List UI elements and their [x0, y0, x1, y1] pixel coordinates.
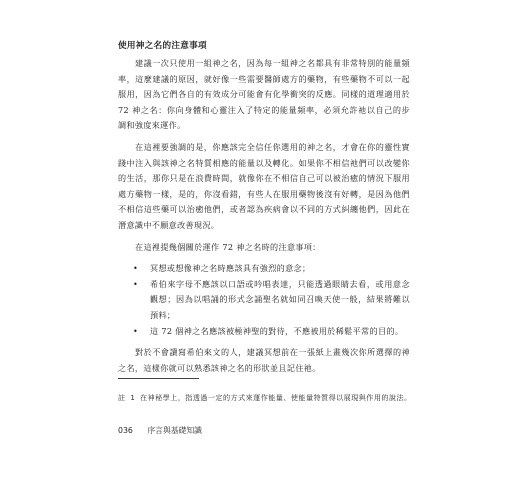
section-title: 使用神之名的注意事項 — [118, 41, 207, 51]
footnote — [118, 391, 418, 406]
body-paragraph-3: 在這裡提幾個關於運作 72 神之名時的注意事項： — [135, 241, 321, 252]
footnote-divider — [118, 378, 199, 379]
bullet-icon: • — [133, 263, 139, 274]
footnote-text: 在神秘學上，指透過一定的方式來運作能量、使能量特質得以展現與作用的說法。 — [140, 393, 412, 402]
list-item-text: 冥想或想像神之名時應該具有強烈的意念； — [150, 263, 311, 274]
bullet-icon: • — [133, 325, 139, 336]
body-paragraph-1: 建議一次只使用一組神之名，因為每一組神之名都具有非常特別的能量頻率，這麼建議的原因，就好像一些需要醫師處方的藥物，有些藥物不可以一起服用，因為它們各自的有效成分可能會有化學衝突的反應。同樣的道理適用於 72 神之名：你向身體和心靈注入了特定的能量頻率，必須允許祂以自己的步調和強度來運作。 — [118, 58, 410, 131]
page-number: 036 — [118, 426, 133, 435]
main-text-block — [118, 40, 410, 382]
list-item — [118, 324, 410, 340]
list-item-text: 這 72 個神之名應該被極神聖的對待，不應被用於稀鬆平常的目的。 — [150, 325, 404, 336]
body-paragraph-2: 在這裡要強調的是，你應該完全信任你選用的神之名，才會在你的靈性實踐中注入與該神之名特質相應的能量以及轉化。如果你不相信祂們可以改變你的生活，那你只是在浪費時間，就像你在不相信自己可以被治癒的情況下服用處方藥物一樣，是的，你沒看錯，有些人在服用藥物後沒有好轉，是因為他們不相信這些藥可以治癒他們，或者認為疾病會以不同的方式糾纏他們，因此在潛意識中不願意改善現況。 — [118, 141, 410, 230]
precautions-list — [118, 261, 410, 339]
list-item — [118, 261, 410, 277]
footnote-label: 註 1 — [118, 393, 136, 402]
bullet-icon: • — [133, 278, 139, 289]
list-item-text: 希伯來字母不應該以口語或吟唱表達，只能透過眼睛去看，或用意念觀想；因為以唱誦的形式念誦聖名就如同召喚天使一般，結果將難以預料； — [150, 278, 410, 320]
page-footer — [118, 425, 202, 437]
chapter-title: 序言與基礎知識 — [147, 426, 202, 435]
closing-paragraph: 對於不會讀寫希伯來文的人，建議冥想前在一張紙上畫幾次你所選擇的神之名，這樣你就可以熟悉該神之名的形狀並且記住祂。 — [118, 347, 410, 373]
list-item — [118, 277, 410, 324]
